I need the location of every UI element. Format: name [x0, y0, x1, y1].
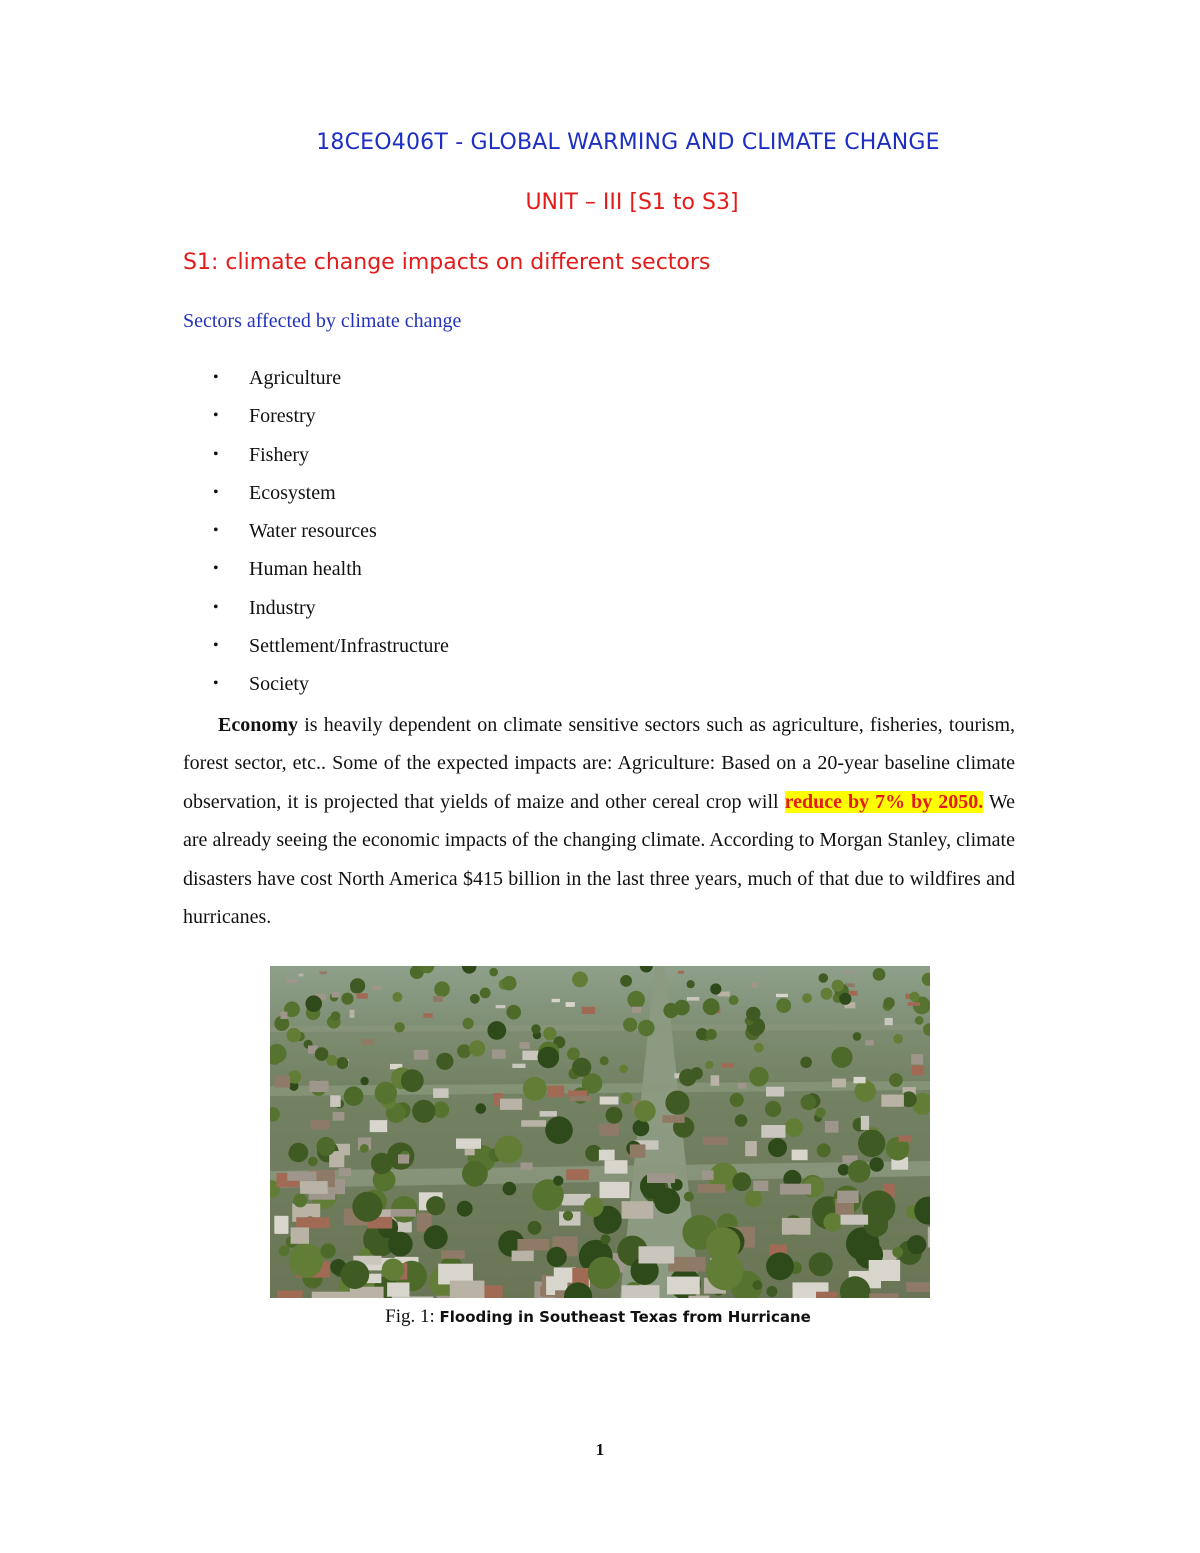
list-item-label: Human health — [249, 558, 362, 581]
paragraph-text-part2: We are already seeing the economic impacts of the changing climate. According to Morgan Stanley, climate disasters have cost North America $415 billion in the last three years, much of that due to wildfires and hurricanes. — [183, 790, 1016, 929]
list-item — [213, 594, 449, 632]
unit-title: UNIT – III [S1 to S3] — [525, 190, 739, 215]
list-item — [213, 479, 449, 517]
sector-list — [213, 364, 449, 709]
paragraph-text-part1: is heavily dependent on climate sensitive sectors such as agriculture, fisheries, tourism, forest sector, etc.. Some of the expected impacts are: Agriculture: Based on a 20-year baseline climate observation, it is projected that yields of maize and other cereal crop will — [183, 714, 1015, 813]
flood-aerial-photo — [270, 966, 930, 1298]
economy-paragraph — [183, 706, 1015, 936]
bullet-icon: • — [213, 675, 219, 693]
list-item — [213, 670, 449, 708]
list-item-label: Water resources — [249, 520, 377, 543]
bullet-icon: • — [213, 445, 219, 463]
list-item-label: Forestry — [249, 405, 316, 428]
bullet-icon: • — [213, 369, 219, 386]
list-item — [213, 364, 449, 402]
list-item-label: Industry — [249, 596, 316, 619]
bullet-icon: • — [213, 637, 219, 655]
list-item-label: Agriculture — [249, 367, 342, 389]
section-heading: S1: climate change impacts on different sectors — [183, 250, 711, 275]
course-title: 18CEO406T - GLOBAL WARMING AND CLIMATE CHANGE — [316, 130, 940, 155]
list-item-label: Fishery — [249, 443, 309, 466]
list-item-label: Society — [249, 673, 309, 696]
caption-prefix: Fig. 1: — [385, 1306, 440, 1327]
subheading: Sectors affected by climate change — [183, 310, 462, 332]
list-item-label: Settlement/Infrastructure — [249, 635, 449, 658]
list-item — [213, 632, 449, 670]
list-item — [213, 517, 449, 555]
figure-caption — [0, 1306, 1196, 1328]
bullet-icon: • — [213, 407, 219, 425]
bullet-icon: • — [213, 598, 219, 616]
paragraph-lead: Economy — [218, 714, 298, 736]
bullet-icon: • — [213, 483, 219, 501]
aerial-flood-photo-icon — [270, 966, 930, 1298]
list-item — [213, 402, 449, 440]
bullet-icon: • — [213, 522, 219, 540]
list-item-label: Ecosystem — [249, 481, 336, 504]
list-item — [213, 555, 449, 593]
page-number: 1 — [595, 1440, 605, 1459]
list-item — [213, 441, 449, 479]
caption-title: Flooding in Southeast Texas from Hurricane — [439, 1308, 811, 1326]
bullet-icon: • — [213, 560, 219, 578]
highlighted-projection: reduce by 7% by 2050. — [784, 790, 984, 813]
